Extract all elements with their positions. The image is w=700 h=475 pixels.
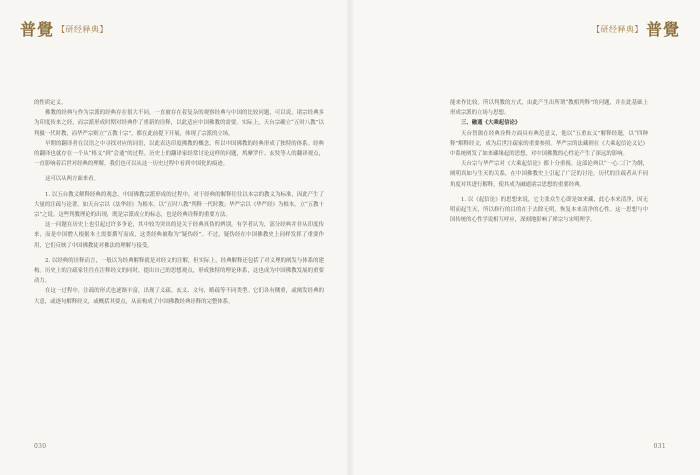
- paragraph: 1. 以《起信论》的思想来说，它主张众生心即是如来藏，此心本来清净，因无明而起生灭，所以修行的目的在于去除无明，恢复本来清净的心性。这一思想与中国传统的心性学说相互呼应，深刻地影响了禅宗与宋明理学。: [450, 196, 648, 224]
- right-page: [350, 0, 700, 475]
- paragraph: 1. 以五台教义解释经典的观念，中国佛教宗派形成的过程中，对于经典的解释往往以本宗的教义为标准，因此产生了大量的注疏与论著。如天台宗以《法华经》为根本，以“五时八教”判释一代时教；华严宗以《华严经》为根本，立“五教十宗”之说。这些判教理论的出现，既是宗派成立的标志，也是经典诠释的重要方法。: [34, 191, 324, 219]
- paragraph: 这一问题在历史上也引起过许多争论，其中较为突出的是关于经典真伪的辨别。有学者认为，部分经典并非从印度传来，而是中国僧人根据本土需要撰写而成，这类经典被称为“疑伪经”。不过，疑伪经在中国佛教史上同样发挥了重要作用，它们反映了中国佛教徒对佛法的理解与接受。: [34, 222, 324, 249]
- paragraph: 这可以从两方面来看。: [45, 176, 99, 183]
- paragraph: 佛教的经典与作为宗派的经典存在很大不同，一直被存在着复杂的观察经典与中国的比较问题，可以说，诸宗经典多为印度传来之经，而宗派形成时期对经典作了重新的诠释，以此适应中国佛教的需要。实际上，天台宗确立“五时八教”以判摄一代时教，而华严宗则立“五教十宗”，都在此前提下开展，体现了宗派的立场。: [34, 110, 324, 137]
- paragraph: 天台智顗在经典诠释方面具有典范意义，他以“五重玄义”解释经题，以“四种释”解释经文，成为后世注疏家的重要参照。华严宗的法藏则在《大乘起信论义记》中系统阐发了如来藏缘起的思想，对中国佛教的心性论产生了深远的影响。: [450, 130, 648, 158]
- left-header: [20, 22, 108, 38]
- paragraph: 能来作比较。所以判教的方式，由此产生出所谓“教相判释”的问题，并在此基础上形成宗派的立场与思想。: [450, 100, 648, 117]
- brand-logo-left: 普覺: [20, 20, 55, 39]
- paragraph: 的性质定义。: [34, 100, 67, 106]
- paragraph: 在这一过程中，注疏的形式也逐渐丰富，出现了义疏、玄义、文句、略疏等不同类型。它们各有侧重，或阐发经典的大意，或逐句解释经文，或概括其要点，从而构成了中国佛教经典诠释的完整体系。: [34, 288, 324, 305]
- left-body-text: [34, 98, 324, 307]
- page-number-right: 031: [653, 443, 666, 450]
- series-label-right: 【研经释典】: [591, 25, 643, 34]
- page-number-left: 030: [34, 443, 47, 450]
- paragraph: 天台宗与华严宗对《大乘起信论》都十分重视。这部论典以“一心二门”为纲，阐明真如与生灭的关系，在中国佛教史上引起了广泛的讨论。历代的注疏者从不同角度对其进行解释，使其成为融通诸宗思想的重要经典。: [450, 161, 648, 188]
- right-header: [592, 22, 680, 38]
- section-heading: 三、融通《大乘起信论》: [461, 120, 521, 127]
- book-gutter-shadow: [345, 0, 355, 475]
- paragraph: 2. 以经典的诠释而言，一般以为经典解释就是对经文的注解，但实际上，经典解释还包括了对义理的阐发与体系的建构。历史上的注疏家往往在注释经文的同时，提出自己的思想观点，形成独特的理论体系，这也成为中国佛教发展的重要动力。: [34, 257, 324, 285]
- series-label-left: 【研经释典】: [57, 25, 109, 34]
- brand-logo-right: 普覺: [645, 20, 680, 39]
- paragraph: 早期的翻译者在汉语之中寻找对应的词语，以此表达印度佛教的概念，所以中国佛教的经典形成了独特的体系。经典的翻译也就存在一个从“格义”到“会通”的过程。历史上的翻译家经常讨论这样的问题，鸠摩罗什、玄奘等人的翻译观点，一直影响着后世对经典的理解，我们也可以从这一历史过程中看到中国化的痕迹。: [34, 140, 324, 168]
- right-body-text: [450, 98, 648, 225]
